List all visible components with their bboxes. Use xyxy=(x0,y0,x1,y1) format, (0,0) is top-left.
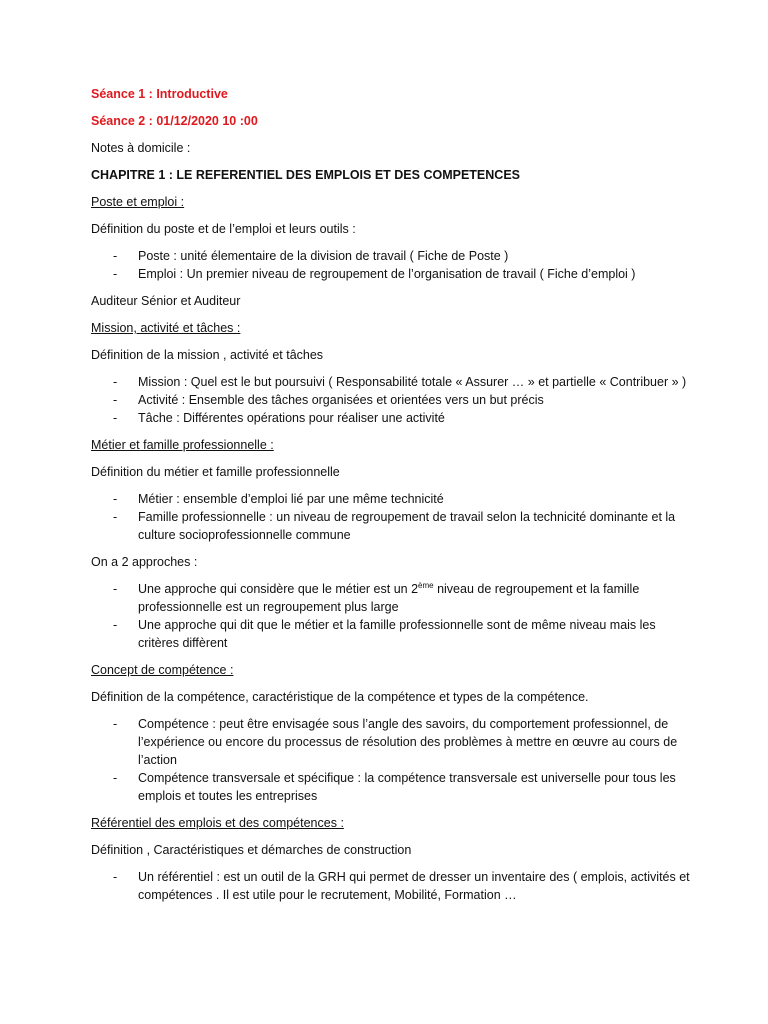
bullet-list xyxy=(91,715,691,805)
list-item xyxy=(91,580,691,616)
superscript-eme: ème xyxy=(418,580,434,590)
approaches-intro: On a 2 approches : xyxy=(91,555,198,569)
document-body xyxy=(91,85,691,904)
seance-2-title: Séance 2 : 01/12/2020 10 :00 xyxy=(91,114,258,128)
section-heading-competence: Concept de compétence : xyxy=(91,663,234,677)
section-heading-referentiel: Référentiel des emplois et des compétences : xyxy=(91,816,344,830)
list-item: - Métier : ensemble d’emploi lié par une même technicité xyxy=(91,490,691,508)
section-definition: Définition de la mission , activité et tâches xyxy=(91,348,324,362)
bullet-list xyxy=(91,490,691,544)
bullet-list xyxy=(91,580,691,652)
bullet-list xyxy=(91,373,691,427)
list-item: - Emploi : Un premier niveau de regroupement de l’organisation de travail ( Fiche d’emploi ) xyxy=(91,265,691,283)
bullet-list xyxy=(91,868,691,904)
notes-label: Notes à domicile : xyxy=(91,141,191,155)
approach-1-start: Une approche qui considère que le métier est un 2 xyxy=(138,582,419,596)
section-heading-poste-emploi: Poste et emploi : xyxy=(91,195,185,209)
list-item: - Mission : Quel est le but poursuivi ( Responsabilité totale « Assurer … » et partielle « Contribuer » ) xyxy=(91,373,691,391)
section-definition: Définition , Caractéristiques et démarches de construction xyxy=(91,843,412,857)
list-item: - Famille professionnelle : un niveau de regroupement de travail selon la technicité dominante et la culture socioprofessionnelle commune xyxy=(91,508,691,544)
section-heading-metier: Métier et famille professionnelle : xyxy=(91,438,274,452)
list-item: - Compétence : peut être envisagée sous l’angle des savoirs, du comportement professionnel, de l’expérience ou encore du processus de résolution des problèmes à mettre en œuvre au cours de l’action xyxy=(91,715,691,769)
section-definition: Définition de la compétence, caractéristique de la compétence et types de la compétence. xyxy=(91,690,589,704)
section-definition: Définition du métier et famille professionnelle xyxy=(91,465,340,479)
list-item: - Compétence transversale et spécifique : la compétence transversale est universelle pour tous les emplois et toutes les entreprises xyxy=(91,769,691,805)
seance-1-title: Séance 1 : Introductive xyxy=(91,87,228,101)
list-item: - Activité : Ensemble des tâches organisées et orientées vers un but précis xyxy=(91,391,691,409)
list-item: - Une approche qui dit que le métier et la famille professionnelle sont de même niveau mais les critères diffèrent xyxy=(91,616,691,652)
list-item: - Tâche : Différentes opérations pour réaliser une activité xyxy=(91,409,691,427)
section-definition: Définition du poste et de l’emploi et leurs outils : xyxy=(91,222,356,236)
list-item: - Poste : unité élementaire de la division de travail ( Fiche de Poste ) xyxy=(91,247,691,265)
list-item: - Un référentiel : est un outil de la GRH qui permet de dresser un inventaire des ( emplois, activités et compétences . Il est utile pour le recrutement, Mobilité, Formation … xyxy=(91,868,691,904)
approach-1-end: niveau de regroupement et la famille professionnelle est un regroupement plus large xyxy=(138,582,640,614)
bullet-list xyxy=(91,247,691,283)
section-heading-mission: Mission, activité et tâches : xyxy=(91,321,241,335)
chapter-title: CHAPITRE 1 : LE REFERENTIEL DES EMPLOIS ET DES COMPETENCES xyxy=(91,168,520,182)
auditeur-line: Auditeur Sénior et Auditeur xyxy=(91,294,241,308)
